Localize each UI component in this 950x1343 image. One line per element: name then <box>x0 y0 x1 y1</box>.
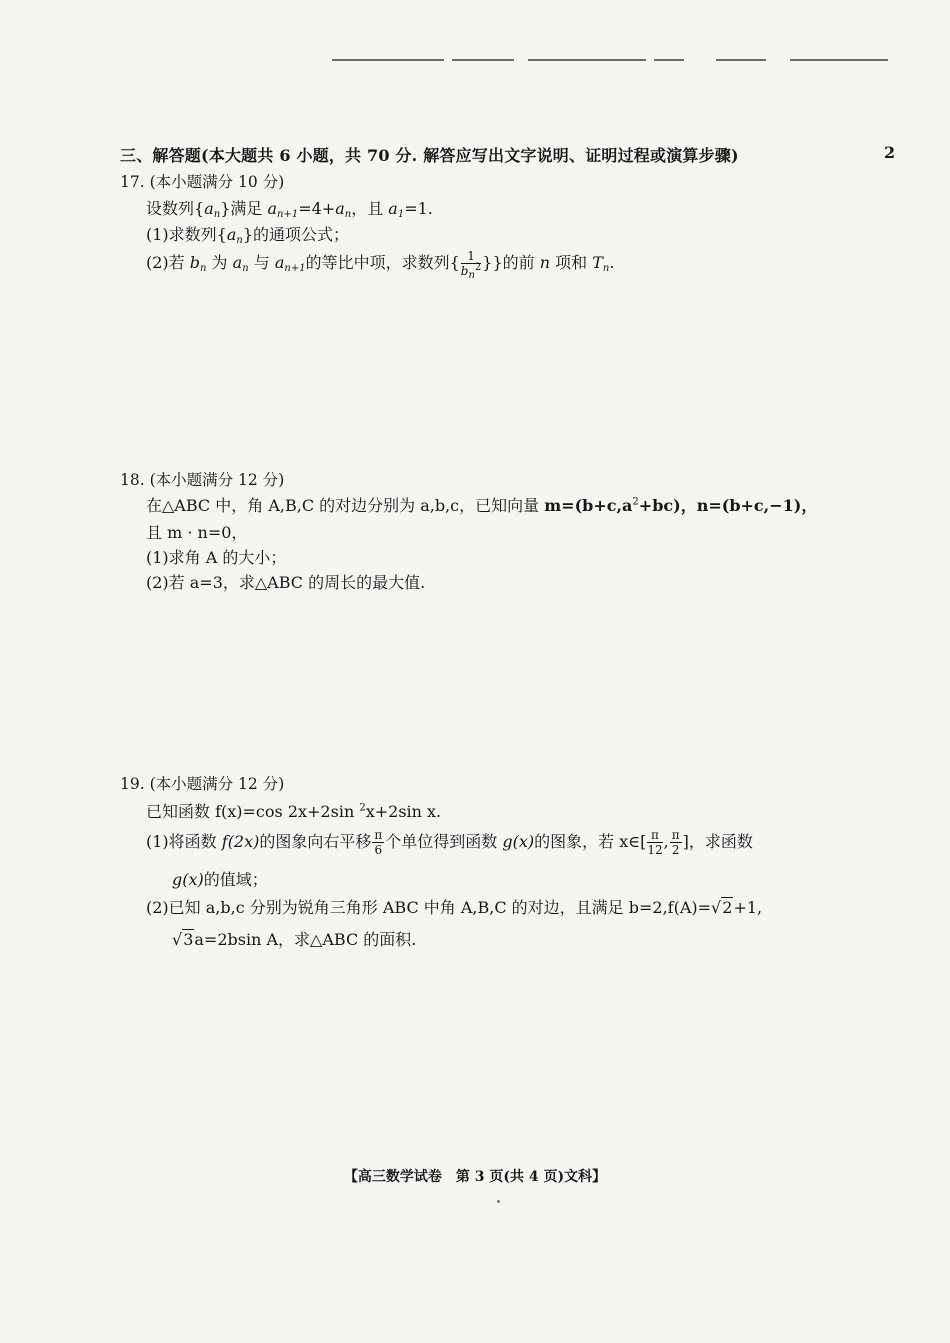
q17-part2: (2)若 $b_n$ 为 $a_n$ 与 $a_{n+1}$的等比中项，求数列{ $\frac{1}{b_n^2}$ }}的前 n 项和 $T_n$. <box>146 249 615 281</box>
q17-heading: 17. (本小题满分 10 分) <box>120 173 285 191</box>
sqrt-2: √2 <box>711 898 733 917</box>
q18-heading: 18. (本小题满分 12 分) <box>120 471 285 489</box>
q19-heading: 19. (本小题满分 12 分) <box>120 775 285 793</box>
q19-part2-cont: √3a=2bsin A，求△ABC 的面积. <box>172 930 417 949</box>
fraction-pi-over-12: $\frac{\pi}{12}$ <box>647 828 663 857</box>
q18-part1: (1)求角 A 的大小； <box>146 548 287 567</box>
q17-part1: (1)求数列$\{a_n\}$的通项公式； <box>146 225 350 246</box>
q17-statement: 设数列$\{a_n\}$满足 $a_{n+1}=4+a_n$，且 $a_1=1$. <box>146 199 433 220</box>
fraction-pi-over-6: $\frac{\pi}{6}$ <box>374 828 383 857</box>
q19-part1-cont: g(x)的值域； <box>172 870 268 889</box>
q18-statement: 在△ABC 中，角 A,B,C 的对边分别为 a,b,c，已知向量 $m=(b+c,a^2+bc)$，n=(b+c,−1)， <box>146 496 818 515</box>
q19-statement: 已知函数 f(x)=cos 2x+2sin $^2$x+2sin x. <box>146 802 442 821</box>
q19-part2: (2)已知 a,b,c 分别为锐角三角形 ABC 中角 A,B,C 的对边，且满足 b=2,f(A)=√2+1, <box>146 898 763 917</box>
scan-artifact-lines <box>0 59 950 63</box>
q19-part1: (1)将函数 f(2x)的图象向右平移 $\frac{\pi}{6}$ 个单位得到函数 g(x)的图象，若 x∈[ $\frac{\pi}{12}$ , $\frac{\pi}{2}$ ]，求函数 <box>146 828 753 857</box>
page-footer: 【高三数学试卷 第 3 页(共 4 页)文科】 <box>343 1169 607 1185</box>
sqrt-3: √3 <box>172 930 194 949</box>
section-title: 三、解答题(本大题共 6 小题，共 70 分. 解答应写出文字说明、证明过程或演算步骤) <box>120 146 739 165</box>
q18-part2: (2)若 a=3，求△ABC 的周长的最大值. <box>146 573 426 592</box>
fraction-one-over-bn-squared: $\frac{1}{b_n^2}$ <box>460 249 482 281</box>
q18-condition: 且 m · n=0， <box>146 523 248 542</box>
scan-dot <box>497 1200 500 1203</box>
fraction-pi-over-2: $\frac{\pi}{2}$ <box>671 828 680 857</box>
edge-mark: 2 <box>884 143 896 162</box>
